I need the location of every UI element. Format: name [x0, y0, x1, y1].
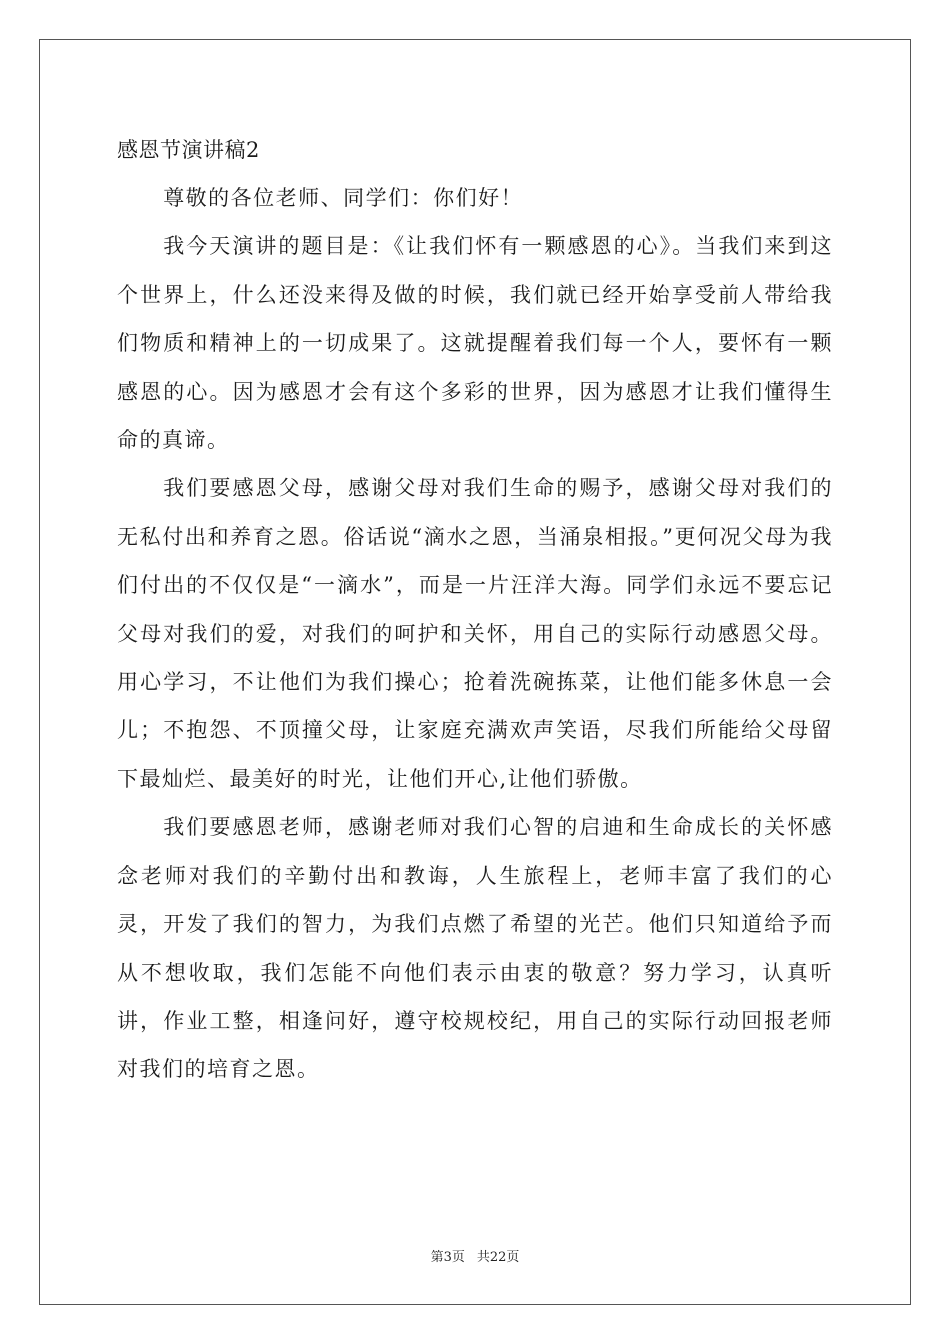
document-body	[117, 126, 833, 1094]
current-page-number: 第3页	[430, 1250, 465, 1265]
paragraph-greeting: 尊敬的各位老师、同学们：你们好！	[163, 186, 524, 210]
total-page-count: 共22页	[476, 1250, 520, 1265]
paragraph-parents: 我们要感恩父母，感谢父母对我们生命的赐予，感谢父母对我们的无私付出和养育之恩。俗话说“滴水之恩，当涌泉相报。”更何况父母为我们付出的不仅仅是“一滴水”，而是一片汪洋大海。同学们永远不要忘记父母对我们的爱，对我们的呵护和关怀，用自己的实际行动感恩父母。用心学习，不让他们为我们操心；抢着洗碗拣菜，让他们能多休息一会儿；不抱怨、不顶撞父母，让家庭充满欢声笑语，尽我们所能给父母留下最灿烂、最美好的时光，让他们开心,让他们骄傲。	[117, 476, 833, 791]
paragraph-intro: 我今天演讲的题目是：《让我们怀有一颗感恩的心》。当我们来到这个世界上，什么还没来得及做的时候，我们就已经开始享受前人带给我们物质和精神上的一切成果了。这就提醒着我们每一个人，要怀有一颗感恩的心。因为感恩才会有这个多彩的世界，因为感恩才让我们懂得生命的真谛。	[117, 234, 833, 453]
paragraph-teachers: 我们要感恩老师，感谢老师对我们心智的启迪和生命成长的关怀感念老师对我们的辛勤付出和教诲，人生旅程上，老师丰富了我们的心灵，开发了我们的智力，为我们点燃了希望的光芒。他们只知道给予而从不想收取，我们怎能不向他们表示由衷的敬意？努力学习，认真听讲，作业工整，相逢问好，遵守校规校纪，用自己的实际行动回报老师对我们的培育之恩。	[117, 815, 833, 1082]
document-title: 感恩节演讲稿2	[117, 138, 260, 162]
page-footer	[0, 1246, 950, 1265]
